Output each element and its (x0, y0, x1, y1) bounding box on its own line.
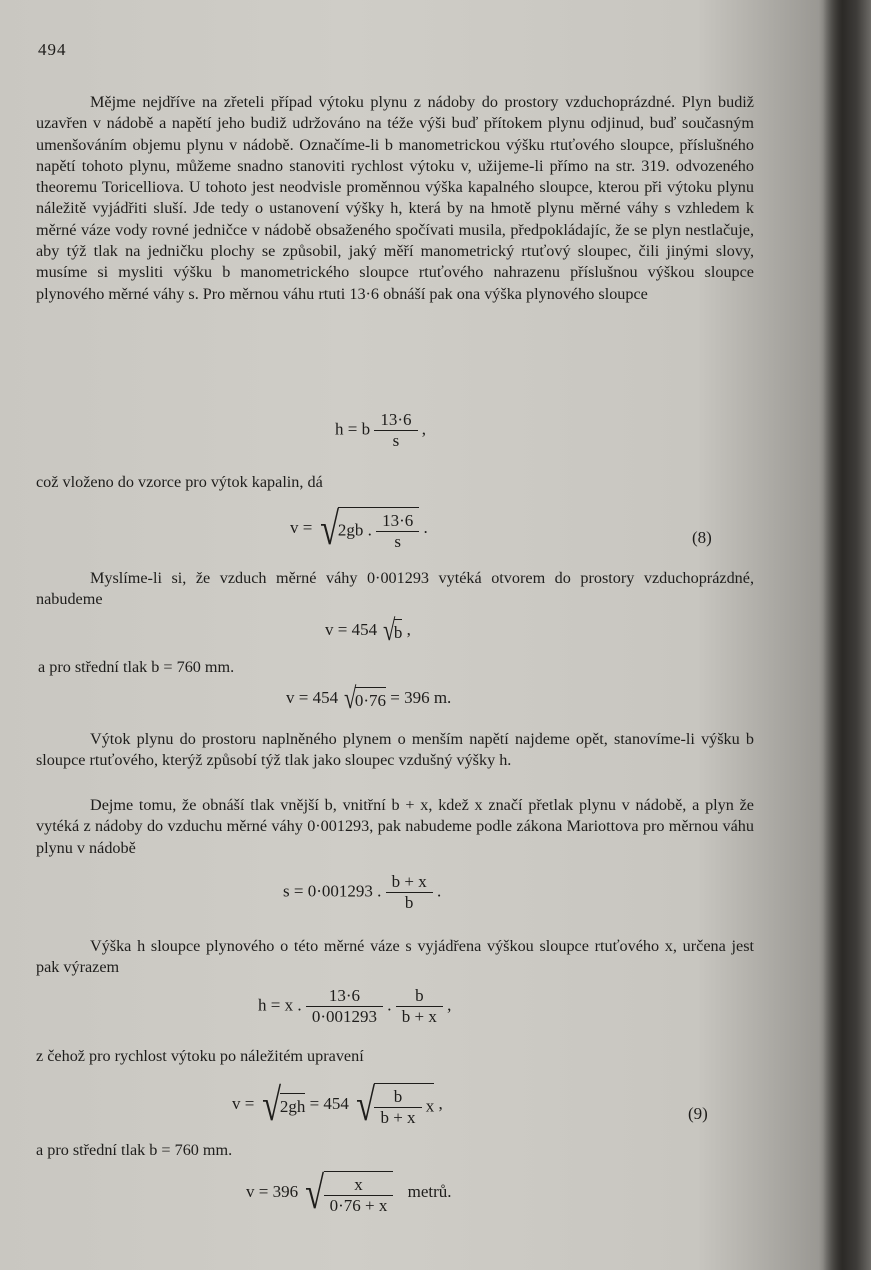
eq7-numerator: b (374, 1087, 421, 1108)
eq7-radicand-1: 2gh (280, 1093, 306, 1117)
radical-sign-icon: √ (356, 1079, 376, 1130)
equation-8 (290, 503, 428, 554)
paragraph-6: Dejme tomu, že obnáší tlak vnější b, vnitřní b + x, kdež x značí přetlak plynu v nádobě, a plyn že vytéká z nádoby do vzduchu měrné váhy 0·001293, pak nabudeme podle zákona Mariottova pro měrnou váhu plynu v nádobě (36, 796, 754, 857)
eq8-tail: metrů. (407, 1181, 452, 1201)
paragraph-3: Myslíme-li si, že vzduch měrné váhy 0·001293 vytéká otvorem do prostory vzduchoprázdné, nabudeme (36, 569, 754, 609)
eq7-radical-1 (259, 1079, 306, 1130)
equation-s (283, 872, 441, 913)
eq6-tail: , (447, 995, 452, 1015)
eq6-dot: . (387, 995, 392, 1015)
paragraph-1: Mějme nejdříve na zřeteli případ výtoku plynu z nádoby do prostory vzduchoprázdné. Plyn budiž uzavřen v nádobě a napětí jeho budiž udržováno na téže výši buď přítokem plynu odjinud, buď současným umenšováním objemu plynu v nádobě. Označíme-li b manometrickou výšku rtuťového sloupce, příslušného napětí tohoto plynu, můžeme snadno stanoviti rychlost výtoku v, užijeme-li přímo na str. 319. odvozeného theoremu Toricelliova. U tohoto jest neodvisle proměnnou výška kapalného sloupce, kterou při výtoku plynu náležitě vyjádřiti sluší. Jde tedy o ustanovení výšky h, která by na hmotě plynu měrné váhy s vzhledem k měrné váze vody rovné jedničce v nádobě obsaženého spočívati musila, předpokládajíc, že se plyn nestlačuje, aby týž tlak na jedničku plochy se způsobil, jaký měří manometrický rtuťový sloupec, čili jinými slovy, musíme si mysliti výšku b manometrického sloupce rtuťového nahrazenu příslušnou výškou sloupce plynového měrné váhy s. Pro měrnou váhu rtuti 13·6 obnáší pak ona výška plynového sloupce (36, 93, 754, 303)
eq7-radical-2 (353, 1079, 435, 1130)
eq5-fraction (386, 872, 433, 913)
eq4-radical (342, 684, 386, 714)
eq5-denominator: b (404, 893, 414, 912)
eq7-radicand-tail: x (425, 1095, 435, 1115)
eq2-numerator: 13·6 (376, 511, 419, 532)
paragraph-2: což vloženo do vzorce pro výtok kapalin, dá (36, 473, 323, 491)
eq8-numerator: x (324, 1175, 394, 1196)
page-number: 494 (38, 40, 67, 59)
paragraph-9: a pro střední tlak b = 760 mm. (36, 1141, 233, 1159)
eq1-tail: , (421, 419, 427, 439)
eq3-radical (381, 616, 402, 646)
eq4-radicand: 0·76 (355, 687, 386, 711)
eq7-radicand-2 (374, 1083, 434, 1128)
eq8-fraction (324, 1175, 394, 1216)
radical-sign-icon: √ (383, 614, 396, 647)
eq2-lhs: v = (290, 517, 313, 537)
paragraph-8: z čehož pro rychlost výtoku po náležitém upravení (36, 1047, 364, 1065)
eq2-tail: . (423, 517, 428, 537)
eq4-tail: = 396 m. (390, 687, 452, 707)
eq2-radicand-pre: 2gb . (337, 519, 372, 539)
eq7-fraction (374, 1087, 421, 1128)
radical-sign-icon: √ (344, 682, 357, 715)
eq2-radicand (338, 507, 419, 552)
equation-label-9: (9) (688, 1104, 708, 1123)
book-spine-shadow (823, 0, 871, 1270)
equation-h-b (335, 410, 426, 451)
eq1-fraction (374, 410, 417, 451)
eq7-tail: , (438, 1093, 443, 1113)
equation-v-metru (246, 1167, 452, 1218)
equation-h-x (258, 986, 451, 1027)
eq5-tail: . (436, 881, 442, 901)
radical-sign-icon: √ (319, 503, 339, 554)
eq6-fraction-1 (306, 986, 383, 1027)
eq3-lhs: v = 454 (325, 619, 378, 639)
paragraph-7: Výška h sloupce plynového o této měrné váze s vyjádřena výškou sloupce rtuťového x, určena jest pak výrazem (36, 937, 754, 977)
eq7-lhs: v = (232, 1093, 255, 1113)
eq7-denominator: b + x (380, 1107, 416, 1127)
eq6-denominator-2: b + x (401, 1007, 437, 1026)
radical-sign-icon: √ (261, 1079, 281, 1130)
eq3-tail: , (406, 619, 411, 639)
eq1-lhs: h = b (335, 419, 371, 439)
equation-v-454-sqrt-b (325, 616, 411, 646)
eq7-mid: = 454 (309, 1093, 349, 1113)
eq5-numerator: b + x (386, 872, 433, 893)
paragraph-4: a pro střední tlak b = 760 mm. (38, 658, 235, 676)
eq1-numerator: 13·6 (374, 410, 417, 431)
equation-v-396 (286, 684, 451, 714)
eq2-fraction (376, 511, 419, 552)
eq3-radicand: b (394, 619, 403, 643)
eq4-lhs: v = 454 (286, 687, 339, 707)
eq8-radical (302, 1167, 393, 1218)
eq2-radical (317, 503, 420, 554)
eq8-radicand (324, 1171, 394, 1216)
eq8-denominator: 0·76 + x (329, 1195, 388, 1215)
equation-label-8: (8) (692, 528, 712, 547)
eq6-numerator-2: b (396, 986, 443, 1007)
eq6-denominator-1: 0·001293 (311, 1007, 378, 1026)
eq1-denominator: s (392, 431, 400, 450)
eq6-numerator-1: 13·6 (306, 986, 383, 1007)
eq2-denominator: s (394, 531, 401, 551)
eq8-lhs: v = 396 (246, 1181, 299, 1201)
equation-9 (232, 1079, 443, 1130)
radical-sign-icon: √ (305, 1167, 325, 1218)
paragraph-5: Výtok plynu do prostoru naplněného plynem o menším napětí najdeme opět, stanovíme-li výšku b sloupce rtuťového, kterýž způsobí týž tlak jako sloupec vzdušný výšky h. (36, 730, 754, 770)
eq6-lhs: h = x . (258, 995, 302, 1015)
eq6-fraction-2 (396, 986, 443, 1027)
eq5-lhs: s = 0·001293 . (283, 881, 382, 901)
